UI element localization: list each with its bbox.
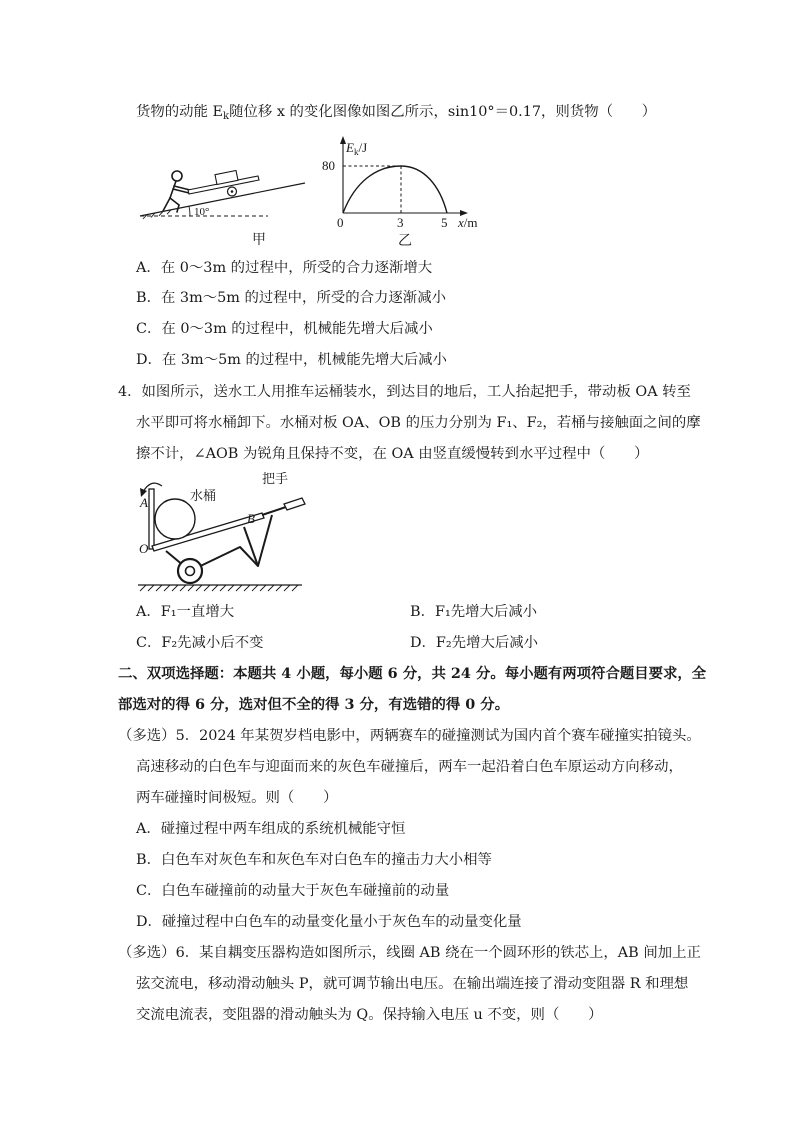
x-axis-unit: /m	[463, 215, 478, 230]
figure-yi-caption: 乙	[398, 234, 412, 249]
q4-option-a: A．F₁一直增大	[136, 604, 235, 620]
q4-option-d: D．F₂先增大后减小	[410, 635, 539, 651]
y-axis-sub: k	[353, 147, 359, 157]
q5-option-a: A．碰撞过程中两车组成的系统机械能守恒	[136, 821, 406, 837]
figure-water-cart	[132, 466, 312, 596]
x-tick-end: 5	[441, 215, 448, 230]
q4-stem-line-1: 4．如图所示，送水工人用推车运桶装水，到达目的地后，工人抬起把手，带动板 OA 转至	[118, 384, 691, 400]
cart-wheel-hub	[231, 190, 234, 193]
y-axis-var: E	[346, 140, 354, 155]
section2-heading-line-2: 部选对的得 6 分，选对但不全的得 3 分，有选错的得 0 分。	[118, 696, 510, 713]
q5-stem-line-2: 高速移动的白色车与迎面而来的灰色车碰撞后，两车一起沿着白色车原运动方向移动，	[136, 759, 683, 775]
q3-option-a: A．在 0～3m 的过程中，所受的合力逐渐增大	[136, 260, 433, 276]
q4-stem-line-2: 水平即可将水桶卸下。水桶对板 OA、OB 的压力分别为 F₁、F₂，若桶与接触面之间的摩	[136, 415, 701, 431]
figure-jia-caption: 甲	[252, 233, 266, 248]
q6-stem-line-1: （多选）6．某自耦变压器构造如图所示，线圈 AB 绕在一个圆环形的铁芯上，AB 间加上正	[118, 945, 701, 961]
q3-option-b: B．在 3m～5m 的过程中，所受的合力逐渐减小	[136, 290, 446, 306]
handle-bar	[262, 507, 286, 515]
ground-hatching	[140, 585, 298, 591]
figure-yi-graph	[312, 130, 502, 250]
water-bucket	[155, 499, 195, 539]
section2-heading-line-1: 二、双项选择题：本题共 4 小题，每小题 6 分，共 24 分。每小题有两项符合题目要求，全	[118, 665, 707, 682]
figure-jia-incline	[130, 160, 315, 250]
q5-option-b: B．白色车对灰色车和灰色车对白色车的撞击力大小相等	[136, 852, 492, 868]
q5-stem-line-3: 两车碰撞时间极短。则（ ）	[136, 790, 338, 806]
label-o: O	[139, 541, 149, 556]
bucket-label: 水桶	[190, 488, 217, 503]
q5-stem-line-1: （多选）5．2024 年某贺岁档电影中，两辆赛车的碰撞测试为国内首个赛车碰撞实拍镜头。	[118, 728, 701, 744]
x-axis-label	[457, 215, 478, 230]
angle-arc	[189, 206, 190, 216]
kinetic-energy-curve	[343, 166, 447, 213]
q6-stem-line-2: 弦交流电，移动滑动触头 P，就可调节输出电压。在输出端连接了滑动变阻器 R 和理想	[136, 976, 689, 992]
label-a: A	[140, 495, 148, 510]
q4-option-c: C．F₂先减小后不变	[136, 635, 264, 651]
q3-stem-subscript: k	[223, 111, 230, 122]
q4-stem-line-3: 擦不计，∠AOB 为锐角且保持不变，在 OA 由竖直缓慢转到水平过程中（ ）	[136, 446, 649, 462]
q3-stem-line	[136, 102, 656, 122]
angle-label: 10°	[194, 206, 210, 218]
x-tick-peak: 3	[397, 215, 404, 230]
y-tick-peak: 80	[322, 158, 335, 173]
y-axis-unit: /J	[358, 140, 368, 155]
q4-option-b: B．F₁先增大后减小	[410, 604, 538, 620]
handle-grip	[284, 498, 305, 510]
q3-stem-post: 随位移 x 的变化图像如图乙所示，sin10°＝0.17，则货物（ ）	[229, 104, 657, 120]
q5-option-d: D．碰撞过程中白色车的动量变化量小于灰色车的动量变化量	[136, 914, 522, 930]
origin-label: 0	[337, 215, 344, 230]
q5-option-c: C．白色车碰撞前的动量大于灰色车碰撞前的动量	[136, 883, 450, 899]
x-axis-var: x	[458, 215, 464, 230]
y-axis-label	[345, 140, 367, 157]
label-b: B	[247, 511, 255, 526]
incline-surface	[140, 183, 305, 216]
q3-stem-pre: 货物的动能 E	[136, 104, 224, 120]
handle-label: 把手	[262, 471, 289, 486]
q6-stem-line-3: 交流电流表，变阻器的滑动触头为 Q。保持输入电压 u 不变，则（ ）	[136, 1007, 603, 1023]
q3-option-c: C．在 0～3m 的过程中，机械能先增大后减小	[136, 321, 433, 337]
worker-figure	[163, 171, 190, 212]
cart-wheel-hub	[186, 567, 195, 576]
board-oa	[149, 489, 154, 549]
q3-option-d: D．在 3m～5m 的过程中，机械能先增大后减小	[136, 352, 447, 368]
